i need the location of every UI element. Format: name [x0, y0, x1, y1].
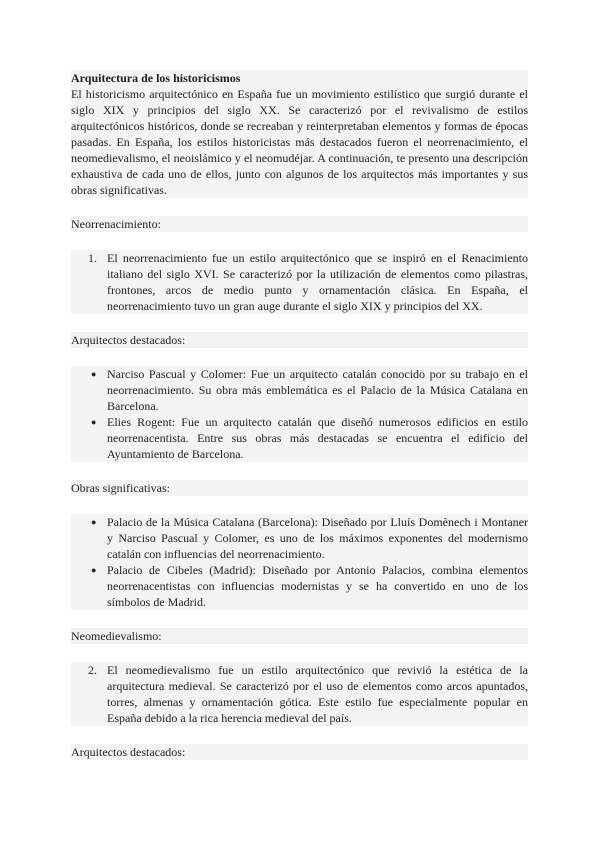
section-heading-neomedievalismo: Neomedievalismo:: [71, 628, 528, 644]
list-item: [71, 662, 528, 726]
list-item: [71, 414, 528, 462]
bullet-icon: ●: [91, 565, 97, 575]
architect-entry: Narciso Pascual y Colomer: Fue un arquitecto catalán conocido por su trabajo en el neorrenacimiento. Su obra más emblemática es el Palacio de la Música Catalana en Barcelona.: [107, 367, 528, 413]
bullet-icon: ●: [91, 517, 97, 527]
works-heading: Obras significativas:: [71, 480, 528, 496]
section-description: El neomedievalismo fue un estilo arquitectónico que revivió la estética de la arquitectura medieval. Se caracterizó por el uso de elementos como arcos apuntados, torres, almenas y ornamentación gótica. Este estilo fue especialmente popular en España debido a la rica herencia medieval del país.: [107, 663, 528, 725]
architect-entry: Elies Rogent: Fue un arquitecto catalán que diseñó numerosos edificios en estilo neorrenacentista. Entre sus obras más destacadas se encuentra el edificio del Ayuntamiento de Barcelona.: [107, 415, 528, 461]
architects-list: [71, 366, 528, 462]
list-item: [71, 366, 528, 414]
document-title: Arquitectura de los historicismos: [71, 70, 528, 86]
work-entry: Palacio de la Música Catalana (Barcelona): Diseñado por Lluís Domènech i Montaner y Narciso Pascual y Colomer, es uno de los máximos exponentes del modernismo catalán con influencias del neorrenacimiento.: [107, 515, 528, 561]
list-item: [71, 562, 528, 610]
numbered-list: [71, 250, 528, 314]
list-item: [71, 250, 528, 314]
section-description: El neorrenacimiento fue un estilo arquitectónico que se inspiró en el Renacimiento italiano del siglo XVI. Se caracterizó por la utilización de elementos como pilastras, frontones, arcos de medio punto y ornamentación clásica. En España, el neorrenacimiento tuvo un gran auge durante el siglo XIX y principios del XX.: [107, 251, 528, 313]
architects-heading: Arquitectos destacados:: [71, 332, 528, 348]
section-heading-neorrenacimiento: Neorrenacimiento:: [71, 216, 528, 232]
list-item: [71, 514, 528, 562]
bullet-icon: ●: [91, 369, 97, 379]
work-entry: Palacio de Cibeles (Madrid): Diseñado por Antonio Palacios, combina elementos neorrenacentistas con influencias modernistas y se ha convertido en uno de los símbolos de Madrid.: [107, 563, 528, 609]
architects-heading: Arquitectos destacados:: [71, 744, 528, 760]
list-number: 1.: [88, 251, 97, 265]
bullet-icon: ●: [91, 417, 97, 427]
document-page: [71, 70, 528, 760]
works-list: [71, 514, 528, 610]
numbered-list: [71, 662, 528, 726]
intro-paragraph: El historicismo arquitectónico en España fue un movimiento estilístico que surgió durante el siglo XIX y principios del siglo XX. Se caracterizó por el revivalismo de estilos arquitectónicos históricos, donde se recreaban y reinterpretaban elementos y formas de épocas pasadas. En España, los estilos historicistas más destacados fueron el neorrenacimiento, el neomedievalismo, el neoislámico y el neomudéjar. A continuación, te presento una descripción exhaustiva de cada uno de ellos, junto con algunos de los arquitectos más importantes y sus obras significativas.: [71, 87, 528, 197]
list-number: 2.: [88, 663, 97, 677]
